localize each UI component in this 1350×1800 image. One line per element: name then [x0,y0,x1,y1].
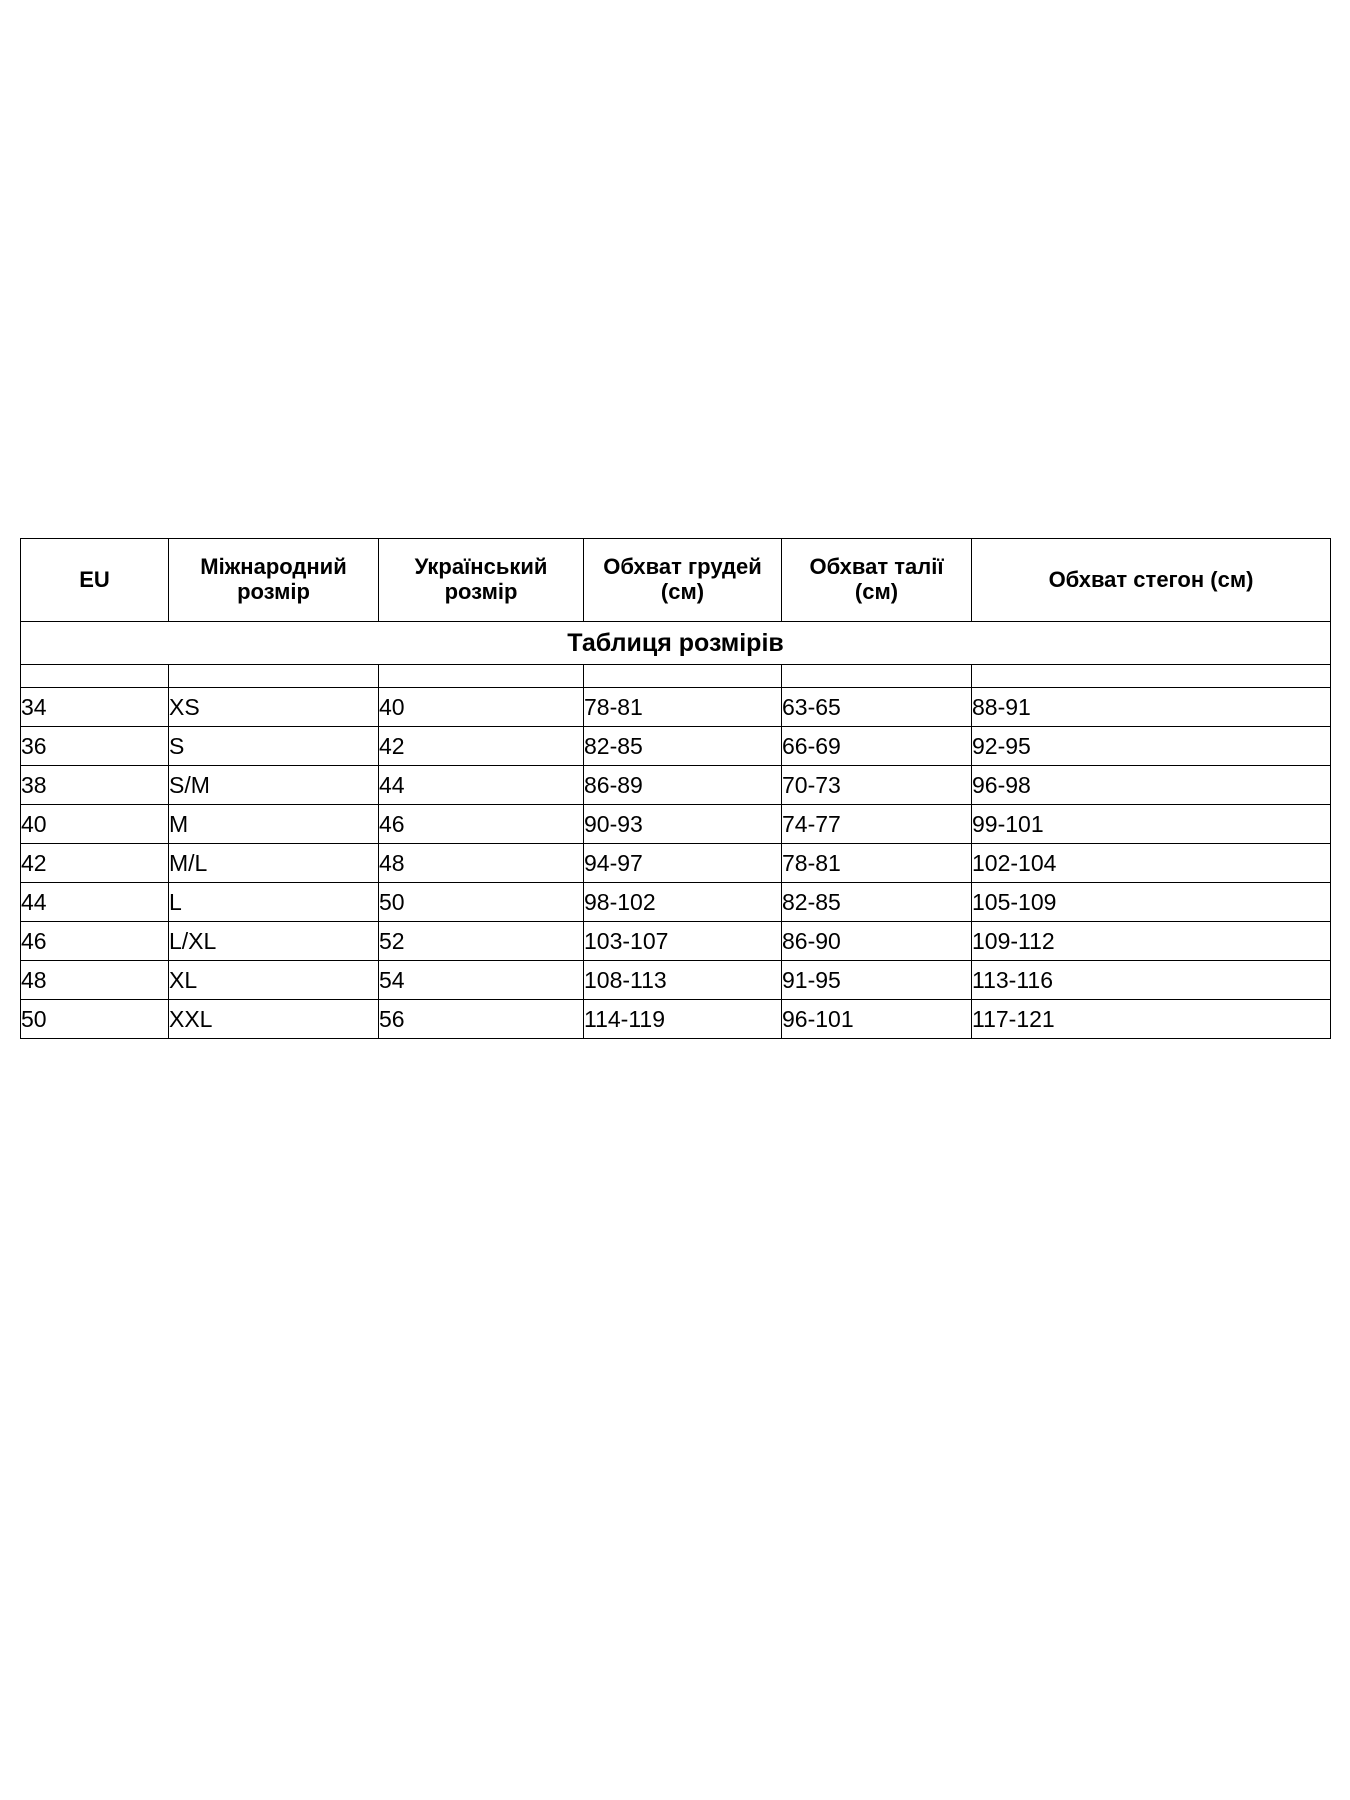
page-title: Таблиця розмірів [21,622,1331,665]
table-title-row [21,622,1331,665]
cell-waist: 78-81 [782,844,972,883]
spacer-cell [169,665,379,688]
table-body [21,688,1331,1039]
cell-eu: 42 [21,844,169,883]
spacer-cell [21,665,169,688]
cell-waist: 66-69 [782,727,972,766]
table-row [21,961,1331,1000]
spacer-cell [782,665,972,688]
spacer-cell [584,665,782,688]
cell-waist: 96-101 [782,1000,972,1039]
cell-waist: 86-90 [782,922,972,961]
cell-international: L [169,883,379,922]
table-row [21,883,1331,922]
cell-hips: 99-101 [972,805,1331,844]
cell-international: M [169,805,379,844]
column-header-hips: Обхват стегон (см) [972,539,1331,622]
cell-international: L/XL [169,922,379,961]
cell-waist: 82-85 [782,883,972,922]
table-row [21,805,1331,844]
table-row [21,688,1331,727]
column-header-waist: Обхват талії (см) [782,539,972,622]
cell-ukrainian: 46 [379,805,584,844]
table-spacer-row [21,665,1331,688]
column-header-chest: Обхват грудей (см) [584,539,782,622]
cell-international: S/M [169,766,379,805]
cell-international: M/L [169,844,379,883]
table-header [21,539,1331,622]
column-header-ukrainian-size: Український розмір [379,539,584,622]
cell-hips: 102-104 [972,844,1331,883]
cell-eu: 46 [21,922,169,961]
cell-eu: 48 [21,961,169,1000]
cell-eu: 36 [21,727,169,766]
table-row [21,844,1331,883]
cell-chest: 78-81 [584,688,782,727]
cell-ukrainian: 54 [379,961,584,1000]
spacer-cell [379,665,584,688]
cell-ukrainian: 44 [379,766,584,805]
cell-hips: 92-95 [972,727,1331,766]
cell-chest: 86-89 [584,766,782,805]
cell-international: XS [169,688,379,727]
column-header-international-size: Міжнародний розмір [169,539,379,622]
cell-chest: 114-119 [584,1000,782,1039]
cell-hips: 88-91 [972,688,1331,727]
cell-international: S [169,727,379,766]
size-chart-container [20,538,1330,1039]
cell-ukrainian: 42 [379,727,584,766]
cell-hips: 105-109 [972,883,1331,922]
cell-chest: 90-93 [584,805,782,844]
cell-ukrainian: 52 [379,922,584,961]
cell-eu: 34 [21,688,169,727]
cell-ukrainian: 50 [379,883,584,922]
cell-waist: 74-77 [782,805,972,844]
table-row [21,766,1331,805]
cell-ukrainian: 48 [379,844,584,883]
cell-eu: 50 [21,1000,169,1039]
table-row [21,1000,1331,1039]
cell-international: XXL [169,1000,379,1039]
cell-hips: 113-116 [972,961,1331,1000]
cell-waist: 91-95 [782,961,972,1000]
cell-hips: 109-112 [972,922,1331,961]
cell-hips: 117-121 [972,1000,1331,1039]
cell-chest: 98-102 [584,883,782,922]
cell-hips: 96-98 [972,766,1331,805]
cell-chest: 94-97 [584,844,782,883]
cell-chest: 82-85 [584,727,782,766]
cell-eu: 38 [21,766,169,805]
size-chart-table [20,538,1331,1039]
spacer-cell [972,665,1331,688]
cell-chest: 103-107 [584,922,782,961]
table-row [21,922,1331,961]
cell-eu: 40 [21,805,169,844]
table-header-row [21,539,1331,622]
cell-eu: 44 [21,883,169,922]
cell-ukrainian: 56 [379,1000,584,1039]
cell-chest: 108-113 [584,961,782,1000]
cell-ukrainian: 40 [379,688,584,727]
column-header-eu: EU [21,539,169,622]
cell-international: XL [169,961,379,1000]
cell-waist: 70-73 [782,766,972,805]
cell-waist: 63-65 [782,688,972,727]
table-row [21,727,1331,766]
